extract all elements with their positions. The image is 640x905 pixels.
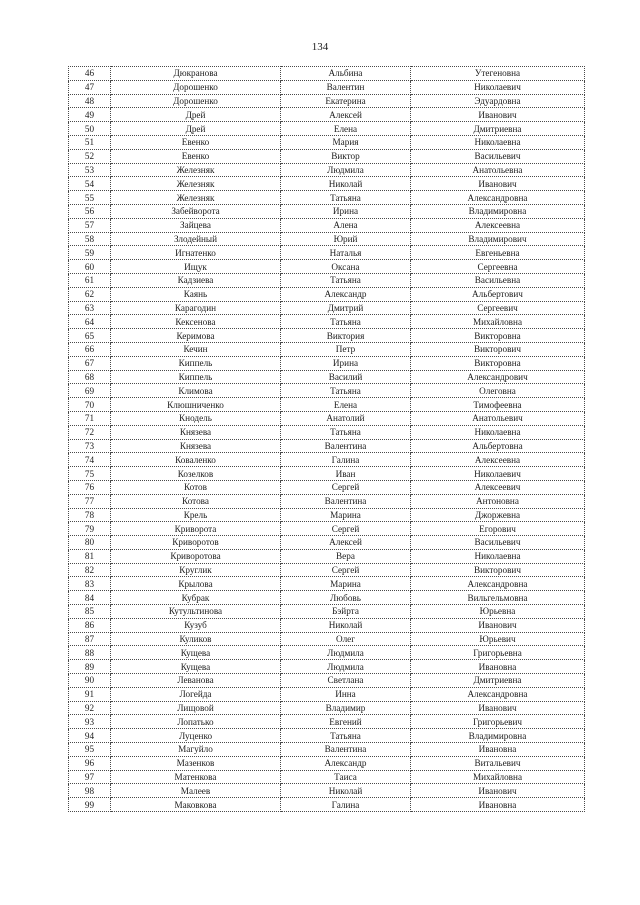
- first-name-cell: Татьяна: [281, 315, 411, 329]
- row-number-cell: 73: [69, 439, 111, 453]
- first-name-cell: Валентин: [281, 80, 411, 94]
- patronymic-cell: Иванович: [411, 177, 585, 191]
- row-number-cell: 65: [69, 329, 111, 343]
- table-row: [69, 756, 585, 770]
- first-name-cell: Людмила: [281, 646, 411, 660]
- first-name-cell: Алена: [281, 218, 411, 232]
- table-row: [69, 784, 585, 798]
- row-number-cell: 49: [69, 108, 111, 122]
- last-name-cell: Кутультинова: [111, 605, 281, 619]
- table-row: [69, 494, 585, 508]
- last-name-cell: Дрей: [111, 108, 281, 122]
- row-number-cell: 69: [69, 384, 111, 398]
- first-name-cell: Вера: [281, 549, 411, 563]
- first-name-cell: Валентина: [281, 494, 411, 508]
- row-number-cell: 91: [69, 687, 111, 701]
- patronymic-cell: Иванович: [411, 618, 585, 632]
- row-number-cell: 51: [69, 135, 111, 149]
- row-number-cell: 93: [69, 715, 111, 729]
- table-row: [69, 687, 585, 701]
- patronymic-cell: Николаевич: [411, 80, 585, 94]
- patronymic-cell: Владимирович: [411, 232, 585, 246]
- table-row: [69, 577, 585, 591]
- row-number-cell: 72: [69, 425, 111, 439]
- table-row: [69, 522, 585, 536]
- table-row: [69, 563, 585, 577]
- patronymic-cell: Николаевич: [411, 467, 585, 481]
- patronymic-cell: Григорьевна: [411, 646, 585, 660]
- row-number-cell: 54: [69, 177, 111, 191]
- table-row: [69, 425, 585, 439]
- first-name-cell: Александр: [281, 287, 411, 301]
- last-name-cell: Кексенова: [111, 315, 281, 329]
- last-name-cell: Криворота: [111, 522, 281, 536]
- patronymic-cell: Викторовна: [411, 356, 585, 370]
- row-number-cell: 57: [69, 218, 111, 232]
- first-name-cell: Татьяна: [281, 191, 411, 205]
- patronymic-cell: Витальевич: [411, 756, 585, 770]
- patronymic-cell: Вильгельмовна: [411, 591, 585, 605]
- first-name-cell: Сергей: [281, 480, 411, 494]
- first-name-cell: Татьяна: [281, 273, 411, 287]
- roster-body: [69, 67, 585, 812]
- first-name-cell: Екатерина: [281, 94, 411, 108]
- row-number-cell: 50: [69, 122, 111, 136]
- table-row: [69, 163, 585, 177]
- last-name-cell: Климова: [111, 384, 281, 398]
- last-name-cell: Князева: [111, 439, 281, 453]
- first-name-cell: Валентина: [281, 439, 411, 453]
- first-name-cell: Таиса: [281, 770, 411, 784]
- last-name-cell: Криворотов: [111, 536, 281, 550]
- patronymic-cell: Антоновна: [411, 494, 585, 508]
- last-name-cell: Маковкова: [111, 798, 281, 812]
- last-name-cell: Кечин: [111, 342, 281, 356]
- patronymic-cell: Александрович: [411, 370, 585, 384]
- row-number-cell: 76: [69, 480, 111, 494]
- row-number-cell: 74: [69, 453, 111, 467]
- table-row: [69, 122, 585, 136]
- first-name-cell: Сергей: [281, 522, 411, 536]
- patronymic-cell: Евгеньевна: [411, 246, 585, 260]
- row-number-cell: 52: [69, 149, 111, 163]
- patronymic-cell: Владимировна: [411, 729, 585, 743]
- patronymic-cell: Анатольевич: [411, 411, 585, 425]
- first-name-cell: Людмила: [281, 660, 411, 674]
- patronymic-cell: Викторович: [411, 342, 585, 356]
- first-name-cell: Николай: [281, 177, 411, 191]
- patronymic-cell: Иванович: [411, 784, 585, 798]
- first-name-cell: Александр: [281, 756, 411, 770]
- row-number-cell: 56: [69, 204, 111, 218]
- patronymic-cell: Викторович: [411, 563, 585, 577]
- table-row: [69, 770, 585, 784]
- table-row: [69, 701, 585, 715]
- table-row: [69, 798, 585, 812]
- table-row: [69, 246, 585, 260]
- last-name-cell: Мазенков: [111, 756, 281, 770]
- row-number-cell: 46: [69, 67, 111, 81]
- first-name-cell: Марина: [281, 577, 411, 591]
- table-row: [69, 80, 585, 94]
- patronymic-cell: Викторовна: [411, 329, 585, 343]
- table-row: [69, 191, 585, 205]
- row-number-cell: 70: [69, 398, 111, 412]
- last-name-cell: Котов: [111, 480, 281, 494]
- patronymic-cell: Альбертовна: [411, 439, 585, 453]
- row-number-cell: 60: [69, 260, 111, 274]
- last-name-cell: Каянь: [111, 287, 281, 301]
- patronymic-cell: Ивановна: [411, 743, 585, 757]
- table-row: [69, 135, 585, 149]
- patronymic-cell: Михайловна: [411, 770, 585, 784]
- last-name-cell: Малеев: [111, 784, 281, 798]
- row-number-cell: 81: [69, 549, 111, 563]
- last-name-cell: Котова: [111, 494, 281, 508]
- table-row: [69, 674, 585, 688]
- row-number-cell: 67: [69, 356, 111, 370]
- table-row: [69, 715, 585, 729]
- last-name-cell: Железняк: [111, 191, 281, 205]
- table-row: [69, 315, 585, 329]
- patronymic-cell: Сергеевна: [411, 260, 585, 274]
- last-name-cell: Дорошенко: [111, 94, 281, 108]
- last-name-cell: Злодейный: [111, 232, 281, 246]
- row-number-cell: 94: [69, 729, 111, 743]
- last-name-cell: Кубрак: [111, 591, 281, 605]
- patronymic-cell: Анатольевна: [411, 163, 585, 177]
- table-row: [69, 287, 585, 301]
- table-row: [69, 591, 585, 605]
- row-number-cell: 95: [69, 743, 111, 757]
- first-name-cell: Валентина: [281, 743, 411, 757]
- table-row: [69, 480, 585, 494]
- patronymic-cell: Джоржевна: [411, 508, 585, 522]
- patronymic-cell: Николаевна: [411, 135, 585, 149]
- first-name-cell: Татьяна: [281, 425, 411, 439]
- patronymic-cell: Дмитриевна: [411, 674, 585, 688]
- table-row: [69, 329, 585, 343]
- last-name-cell: Князева: [111, 425, 281, 439]
- first-name-cell: Инна: [281, 687, 411, 701]
- first-name-cell: Николай: [281, 618, 411, 632]
- patronymic-cell: Иванович: [411, 701, 585, 715]
- row-number-cell: 77: [69, 494, 111, 508]
- first-name-cell: Татьяна: [281, 384, 411, 398]
- table-row: [69, 508, 585, 522]
- row-number-cell: 48: [69, 94, 111, 108]
- row-number-cell: 88: [69, 646, 111, 660]
- patronymic-cell: Иванович: [411, 108, 585, 122]
- patronymic-cell: Альбертович: [411, 287, 585, 301]
- last-name-cell: Киппель: [111, 370, 281, 384]
- first-name-cell: Сергей: [281, 563, 411, 577]
- last-name-cell: Железняк: [111, 177, 281, 191]
- patronymic-cell: Олеговна: [411, 384, 585, 398]
- row-number-cell: 98: [69, 784, 111, 798]
- first-name-cell: Алексей: [281, 108, 411, 122]
- first-name-cell: Владимир: [281, 701, 411, 715]
- first-name-cell: Евгений: [281, 715, 411, 729]
- patronymic-cell: Григорьевич: [411, 715, 585, 729]
- first-name-cell: Галина: [281, 798, 411, 812]
- patronymic-cell: Александровна: [411, 687, 585, 701]
- last-name-cell: Леванова: [111, 674, 281, 688]
- row-number-cell: 89: [69, 660, 111, 674]
- table-row: [69, 232, 585, 246]
- patronymic-cell: Васильевич: [411, 536, 585, 550]
- last-name-cell: Лопатько: [111, 715, 281, 729]
- last-name-cell: Матенкова: [111, 770, 281, 784]
- last-name-cell: Куликов: [111, 632, 281, 646]
- patronymic-cell: Алексеевна: [411, 453, 585, 467]
- first-name-cell: Наталья: [281, 246, 411, 260]
- last-name-cell: Игнатенко: [111, 246, 281, 260]
- first-name-cell: Бэйрта: [281, 605, 411, 619]
- patronymic-cell: Юрьевна: [411, 605, 585, 619]
- row-number-cell: 68: [69, 370, 111, 384]
- table-row: [69, 729, 585, 743]
- row-number-cell: 83: [69, 577, 111, 591]
- patronymic-cell: Сергеевич: [411, 301, 585, 315]
- patronymic-cell: Дмитриевна: [411, 122, 585, 136]
- last-name-cell: Крылова: [111, 577, 281, 591]
- first-name-cell: Дмитрий: [281, 301, 411, 315]
- last-name-cell: Кнодель: [111, 411, 281, 425]
- table-row: [69, 646, 585, 660]
- first-name-cell: Алексей: [281, 536, 411, 550]
- row-number-cell: 79: [69, 522, 111, 536]
- table-row: [69, 149, 585, 163]
- patronymic-cell: Егорович: [411, 522, 585, 536]
- row-number-cell: 55: [69, 191, 111, 205]
- first-name-cell: Виктория: [281, 329, 411, 343]
- patronymic-cell: Юрьевич: [411, 632, 585, 646]
- first-name-cell: Людмила: [281, 163, 411, 177]
- first-name-cell: Виктор: [281, 149, 411, 163]
- table-row: [69, 260, 585, 274]
- first-name-cell: Альбина: [281, 67, 411, 81]
- row-number-cell: 85: [69, 605, 111, 619]
- last-name-cell: Евенко: [111, 135, 281, 149]
- table-row: [69, 605, 585, 619]
- row-number-cell: 86: [69, 618, 111, 632]
- table-row: [69, 632, 585, 646]
- table-row: [69, 660, 585, 674]
- table-row: [69, 356, 585, 370]
- table-row: [69, 301, 585, 315]
- last-name-cell: Круглик: [111, 563, 281, 577]
- roster-table: [68, 66, 585, 812]
- first-name-cell: Василий: [281, 370, 411, 384]
- table-row: [69, 743, 585, 757]
- patronymic-cell: Александровна: [411, 191, 585, 205]
- table-row: [69, 342, 585, 356]
- first-name-cell: Олег: [281, 632, 411, 646]
- first-name-cell: Галина: [281, 453, 411, 467]
- row-number-cell: 92: [69, 701, 111, 715]
- table-row: [69, 467, 585, 481]
- row-number-cell: 84: [69, 591, 111, 605]
- last-name-cell: Керимова: [111, 329, 281, 343]
- row-number-cell: 47: [69, 80, 111, 94]
- table-row: [69, 453, 585, 467]
- patronymic-cell: Михайловна: [411, 315, 585, 329]
- table-row: [69, 398, 585, 412]
- row-number-cell: 99: [69, 798, 111, 812]
- row-number-cell: 64: [69, 315, 111, 329]
- row-number-cell: 61: [69, 273, 111, 287]
- last-name-cell: Кущева: [111, 646, 281, 660]
- row-number-cell: 59: [69, 246, 111, 260]
- table-row: [69, 370, 585, 384]
- last-name-cell: Кадзиева: [111, 273, 281, 287]
- last-name-cell: Кущева: [111, 660, 281, 674]
- last-name-cell: Дорошенко: [111, 80, 281, 94]
- table-row: [69, 273, 585, 287]
- table-row: [69, 177, 585, 191]
- last-name-cell: Киппель: [111, 356, 281, 370]
- row-number-cell: 71: [69, 411, 111, 425]
- row-number-cell: 62: [69, 287, 111, 301]
- row-number-cell: 53: [69, 163, 111, 177]
- patronymic-cell: Ивановна: [411, 660, 585, 674]
- first-name-cell: Светлана: [281, 674, 411, 688]
- last-name-cell: Луценко: [111, 729, 281, 743]
- patronymic-cell: Васильевич: [411, 149, 585, 163]
- row-number-cell: 78: [69, 508, 111, 522]
- row-number-cell: 97: [69, 770, 111, 784]
- last-name-cell: Евенко: [111, 149, 281, 163]
- patronymic-cell: Тимофеевна: [411, 398, 585, 412]
- first-name-cell: Елена: [281, 122, 411, 136]
- last-name-cell: Крель: [111, 508, 281, 522]
- last-name-cell: Железняк: [111, 163, 281, 177]
- first-name-cell: Юрий: [281, 232, 411, 246]
- patronymic-cell: Николаевна: [411, 425, 585, 439]
- first-name-cell: Николай: [281, 784, 411, 798]
- first-name-cell: Марина: [281, 508, 411, 522]
- table-row: [69, 204, 585, 218]
- first-name-cell: Ирина: [281, 204, 411, 218]
- page-number: 134: [311, 41, 329, 53]
- patronymic-cell: Николаевна: [411, 549, 585, 563]
- first-name-cell: Татьяна: [281, 729, 411, 743]
- table-row: [69, 439, 585, 453]
- last-name-cell: Карагодин: [111, 301, 281, 315]
- table-row: [69, 67, 585, 81]
- row-number-cell: 96: [69, 756, 111, 770]
- first-name-cell: Анатолий: [281, 411, 411, 425]
- last-name-cell: Логейда: [111, 687, 281, 701]
- table-row: [69, 218, 585, 232]
- table-row: [69, 549, 585, 563]
- patronymic-cell: Владимировна: [411, 204, 585, 218]
- table-row: [69, 108, 585, 122]
- row-number-cell: 80: [69, 536, 111, 550]
- row-number-cell: 90: [69, 674, 111, 688]
- first-name-cell: Оксана: [281, 260, 411, 274]
- patronymic-cell: Алексеевна: [411, 218, 585, 232]
- row-number-cell: 66: [69, 342, 111, 356]
- row-number-cell: 75: [69, 467, 111, 481]
- table-row: [69, 411, 585, 425]
- row-number-cell: 87: [69, 632, 111, 646]
- last-name-cell: Коваленко: [111, 453, 281, 467]
- first-name-cell: Любовь: [281, 591, 411, 605]
- first-name-cell: Ирина: [281, 356, 411, 370]
- first-name-cell: Мария: [281, 135, 411, 149]
- patronymic-cell: Васильевна: [411, 273, 585, 287]
- last-name-cell: Кузуб: [111, 618, 281, 632]
- patronymic-cell: Александровна: [411, 577, 585, 591]
- last-name-cell: Зайцева: [111, 218, 281, 232]
- patronymic-cell: Эдуардовна: [411, 94, 585, 108]
- row-number-cell: 63: [69, 301, 111, 315]
- last-name-cell: Клюшниченко: [111, 398, 281, 412]
- patronymic-cell: Утегеновна: [411, 67, 585, 81]
- last-name-cell: Ищук: [111, 260, 281, 274]
- first-name-cell: Иван: [281, 467, 411, 481]
- patronymic-cell: Алексеевич: [411, 480, 585, 494]
- first-name-cell: Елена: [281, 398, 411, 412]
- last-name-cell: Дрей: [111, 122, 281, 136]
- last-name-cell: Магуйло: [111, 743, 281, 757]
- table-row: [69, 618, 585, 632]
- first-name-cell: Петр: [281, 342, 411, 356]
- table-row: [69, 94, 585, 108]
- last-name-cell: Забейворота: [111, 204, 281, 218]
- table-row: [69, 536, 585, 550]
- row-number-cell: 82: [69, 563, 111, 577]
- row-number-cell: 58: [69, 232, 111, 246]
- last-name-cell: Криворотова: [111, 549, 281, 563]
- last-name-cell: Козелков: [111, 467, 281, 481]
- table-row: [69, 384, 585, 398]
- last-name-cell: Лищовой: [111, 701, 281, 715]
- patronymic-cell: Ивановна: [411, 798, 585, 812]
- last-name-cell: Дюкранова: [111, 67, 281, 81]
